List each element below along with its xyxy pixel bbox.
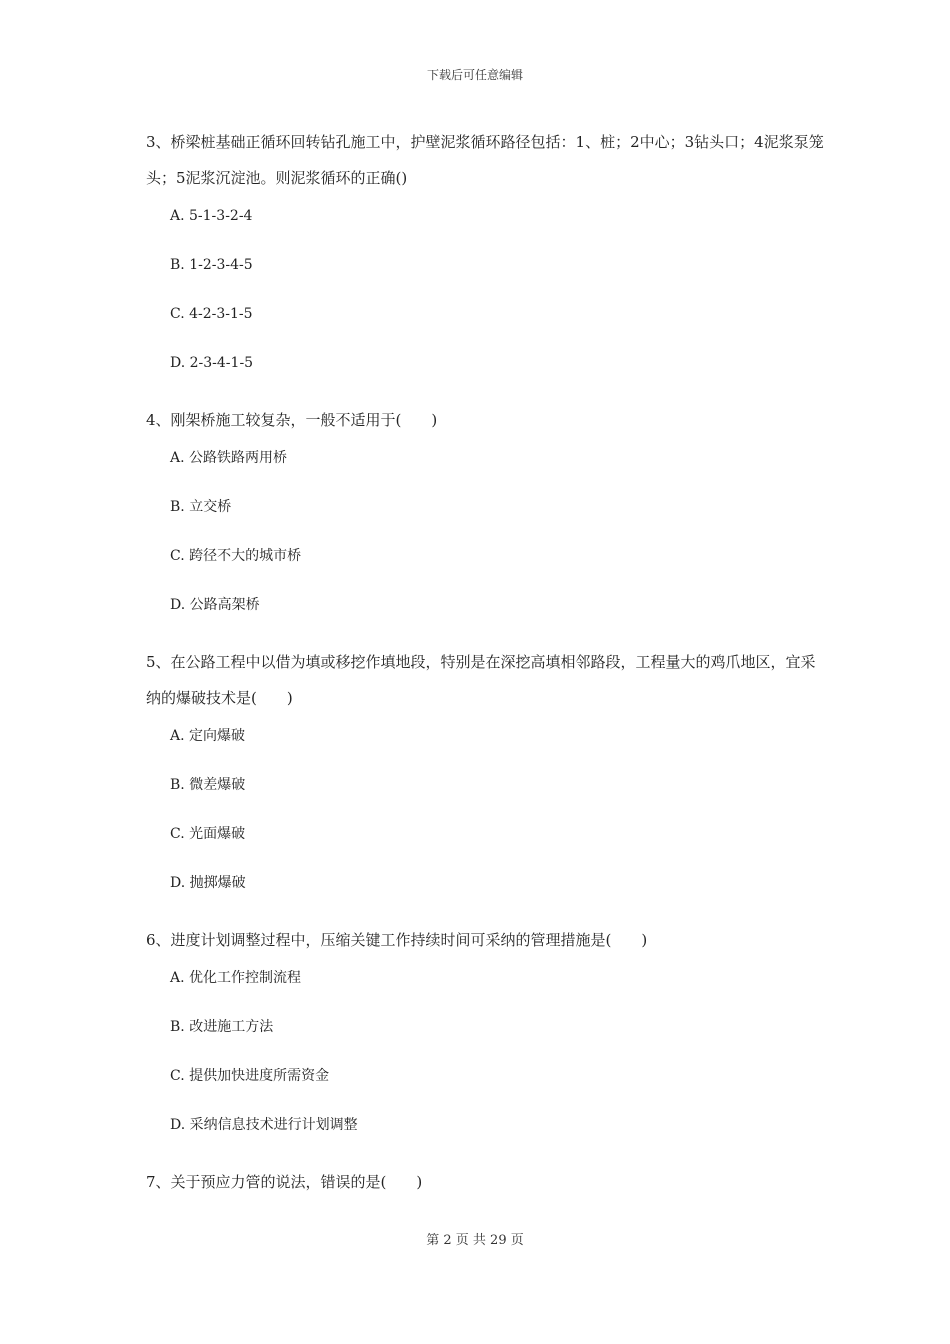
option-b: B. 改进施工方法 xyxy=(170,1019,274,1035)
question-6 xyxy=(146,922,826,1135)
option-c: C. 4-2-3-1-5 xyxy=(170,306,253,322)
question-list xyxy=(146,124,826,1210)
option-a: A. 5-1-3-2-4 xyxy=(170,208,253,224)
page-footer: 第 2 页 共 29 页 xyxy=(426,1233,524,1248)
option-b: B. 微差爆破 xyxy=(170,777,246,793)
question-stem: 4、刚架桥施工较复杂，一般不适用于( ) xyxy=(146,411,438,429)
option-c: C. 提供加快进度所需资金 xyxy=(170,1068,330,1084)
option-a: A. 优化工作控制流程 xyxy=(170,970,302,986)
question-7 xyxy=(146,1164,826,1200)
question-4 xyxy=(146,402,826,615)
question-stem: 7、关于预应力管的说法，错误的是( ) xyxy=(146,1173,423,1191)
page-header: 下载后可任意编辑 xyxy=(426,68,523,82)
question-stem: 5、在公路工程中以借为填或移挖作填地段，特别是在深挖高填相邻路段，工程量大的鸡爪地区，宜采纳的爆破技术是( ) xyxy=(146,653,816,707)
option-d: D. 抛掷爆破 xyxy=(170,875,246,891)
option-a: A. 公路铁路两用桥 xyxy=(170,450,288,466)
option-d: D. 采纳信息技术进行计划调整 xyxy=(170,1117,358,1133)
question-5 xyxy=(146,644,826,893)
option-a: A. 定向爆破 xyxy=(170,728,246,744)
question-stem: 3、桥梁桩基础正循环回转钻孔施工中，护壁泥浆循环路径包括：1、桩；2中心；3钻头口；4泥浆泵笼头；5泥浆沉淀池。则泥浆循环的正确() xyxy=(146,133,824,187)
option-c: C. 光面爆破 xyxy=(170,826,246,842)
question-3 xyxy=(146,124,826,373)
option-b: B. 立交桥 xyxy=(170,499,232,515)
option-b: B. 1-2-3-4-5 xyxy=(170,257,253,273)
option-d: D. 2-3-4-1-5 xyxy=(170,355,254,371)
option-d: D. 公路高架桥 xyxy=(170,597,260,613)
option-c: C. 跨径不大的城市桥 xyxy=(170,548,302,564)
question-stem: 6、进度计划调整过程中，压缩关键工作持续时间可采纳的管理措施是( ) xyxy=(146,931,648,949)
